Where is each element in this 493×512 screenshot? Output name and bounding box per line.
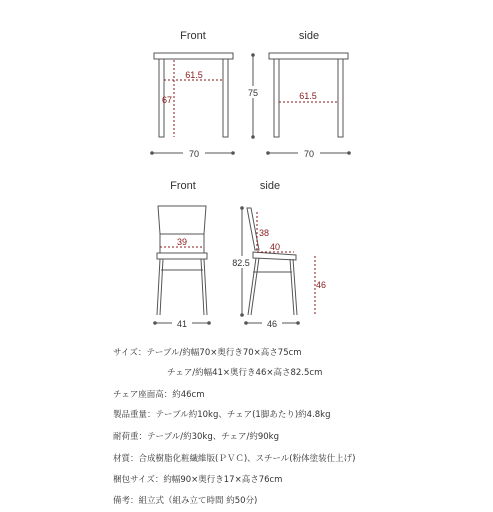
spec-size-table: サイズ：テーブル/約幅70×奥行き70×高さ75cm: [113, 348, 302, 358]
table-side-title: side: [298, 30, 320, 42]
chair-front-view: [153, 180, 211, 329]
table-front-width: 70: [188, 149, 200, 159]
chair-side-view: [228, 180, 326, 329]
chair-front-seat-width: 39: [176, 237, 188, 247]
table-side-inner-width: 61.5: [299, 91, 317, 101]
spec-load-capacity: 耐荷重：テーブル/約30kg、チェア/約90kg: [113, 432, 279, 442]
spec-seat-height: チェア座面高：約46cm: [113, 390, 205, 400]
chair-side-height: 82.5: [232, 258, 250, 268]
spec-note: 備考：組立式（組み立て時間 約50分): [113, 496, 258, 506]
chair-side-backrest: 38: [259, 228, 270, 238]
table-front-view: [150, 30, 235, 159]
chair-front-width: 41: [176, 319, 188, 329]
table-front-title: Front: [180, 30, 206, 42]
spec-package-size: 梱包サイズ：約幅90×奥行き17×高さ76cm: [113, 475, 283, 485]
chair-side-seat-depth: 40: [269, 242, 281, 252]
table-side-width: 70: [303, 149, 315, 159]
table-height-dimension: [243, 53, 263, 139]
chair-front-title: Front: [170, 180, 196, 192]
table-front-inner-width: 61.5: [185, 70, 203, 80]
chair-side-depth: 46: [266, 319, 278, 329]
table-height: 75: [247, 88, 259, 98]
table-front-inner-height: 67: [161, 95, 172, 105]
spec-material: 材質：合成樹脂化粧繊維版(ＰＶＣ)、スチール(粉体塗装仕上げ): [113, 454, 356, 464]
table-side-view: [266, 30, 351, 159]
spec-weight: 製品重量：テーブル約10kg、チェア(1脚あたり)約4.8kg: [113, 410, 331, 420]
chair-side-seat-height: 46: [316, 280, 327, 290]
spec-size-chair: チェア/約幅41×奥行き46×高さ82.5cm: [167, 368, 323, 378]
chair-side-title: side: [259, 180, 281, 192]
